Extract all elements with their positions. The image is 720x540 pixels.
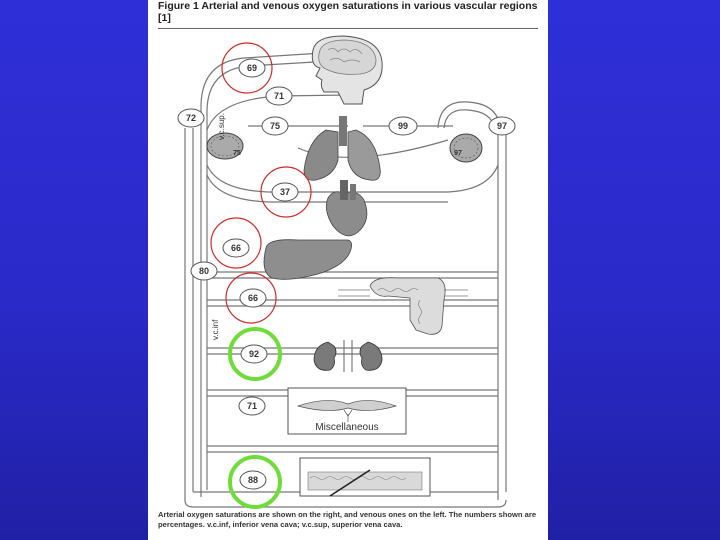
figure-title: Figure 1 Arterial and venous oxygen saturations in various vascular regions [1] — [158, 0, 538, 24]
value-brain-venous: 69 — [246, 63, 258, 73]
miscellaneous-label: Miscellaneous — [315, 422, 379, 433]
circulation-diagram — [148, 0, 548, 540]
value-ivc: 80 — [198, 266, 210, 276]
miscellaneous-box — [288, 388, 406, 434]
value-splanchnic-venous: 66 — [247, 293, 259, 303]
value-aortic: 97 — [496, 121, 508, 131]
value-coronary-venous: 37 — [279, 187, 291, 197]
head-brain-illustration — [312, 36, 382, 104]
value-pulmonary-artery: 75 — [269, 121, 281, 131]
value-upper-body-venous: 71 — [273, 91, 285, 101]
vc-inf-label: v.c.inf — [211, 319, 220, 340]
heart-illustration — [326, 180, 367, 236]
figure-page — [148, 0, 548, 540]
value-skin-venous: 88 — [247, 475, 259, 485]
skin-box — [300, 458, 430, 496]
liver-illustration — [264, 240, 352, 280]
left-atrium-illustration — [450, 134, 482, 162]
figure-caption: Arterial oxygen saturations are shown on the right, and venous ones on the left. The numbers shown are percentages. v.c.inf, inferior vena cava; v.c.sup, superior vena cava. — [158, 510, 537, 529]
value-hepatic-venous: 66 — [230, 243, 242, 253]
vc-sup-label: v.c.sup. — [217, 113, 226, 140]
value-left-atrium: 97 — [454, 150, 462, 157]
value-svc-junction: 72 — [185, 113, 197, 123]
value-right-atrium: 75 — [233, 150, 241, 157]
value-renal-venous: 92 — [248, 349, 260, 359]
value-pulmonary-vein: 99 — [397, 121, 409, 131]
value-muscle-venous: 71 — [246, 401, 258, 411]
kidneys-illustration — [314, 340, 382, 372]
